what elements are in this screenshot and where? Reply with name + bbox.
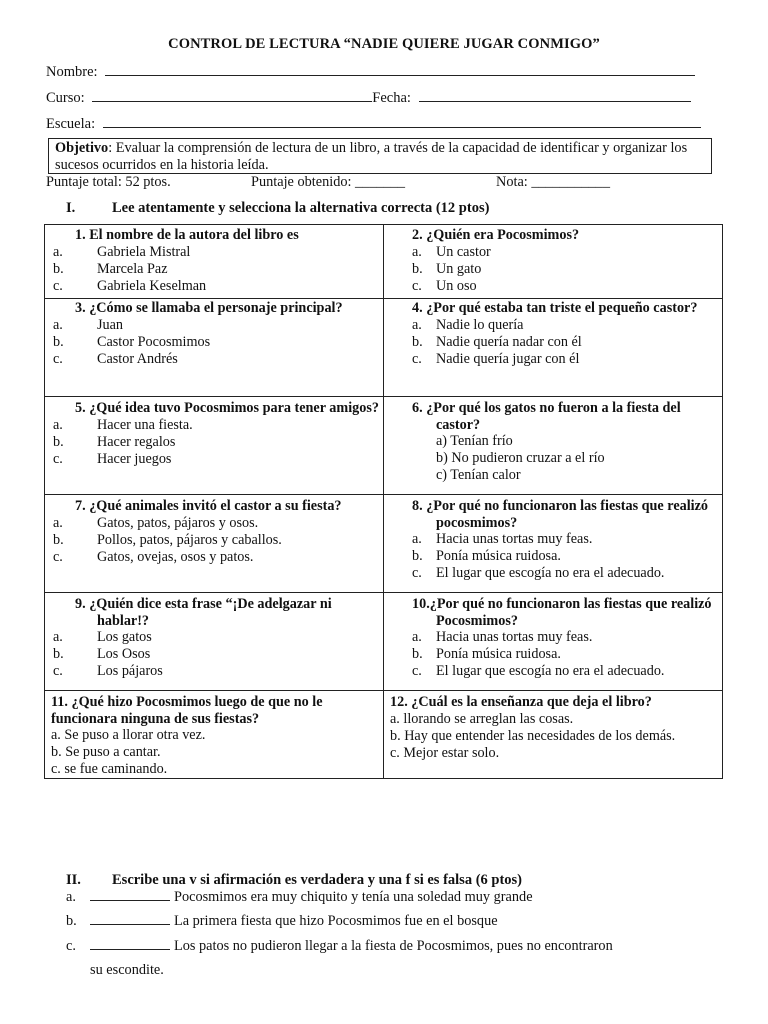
option-letter: a. (412, 531, 422, 547)
option-text: Gatos, ovejas, osos y patos. (97, 548, 254, 565)
option-text: b) No pudieron cruzar a el río (436, 450, 605, 466)
question-cell (384, 593, 723, 691)
option-text: a) Tenían frío (436, 433, 513, 449)
option-letter: c. (412, 277, 422, 294)
answer-option[interactable] (45, 629, 383, 646)
answer-option[interactable] (384, 467, 722, 484)
answer-option[interactable] (384, 244, 722, 261)
question-cell (384, 299, 723, 397)
nombre-field[interactable] (105, 63, 695, 76)
objective-text: : Evaluar la comprensión de lectura de un libro, a través de la capacidad de identificar y organizar los sucesos ocurridos en la historia leída. (55, 140, 688, 173)
grade: Nota: ___________ (496, 174, 610, 190)
item-letter: c. (66, 938, 76, 954)
answer-option[interactable] (384, 531, 722, 548)
true-false-item (66, 938, 613, 955)
answer-option[interactable] (45, 261, 383, 278)
option-text: Juan (97, 316, 124, 333)
option-text: Gabriela Keselman (97, 277, 207, 294)
option-text: a. Se puso a llorar otra vez. (51, 727, 206, 743)
item-text: Pocosmimos era muy chiquito y tenía una soledad muy grande (174, 889, 533, 905)
item-continuation: su escondite. (90, 962, 164, 978)
answer-option[interactable] (45, 317, 383, 334)
escuela-field[interactable] (103, 115, 701, 128)
answer-option[interactable] (384, 565, 722, 582)
option-text: Hacia unas tortas muy feas. (436, 531, 593, 547)
item-letter: a. (66, 889, 76, 905)
section-2-number: II. (66, 872, 81, 888)
answer-option[interactable] (384, 711, 722, 728)
option-letter: c. (412, 350, 422, 367)
option-letter: b. (53, 531, 64, 548)
option-letter: b. (412, 548, 423, 564)
question-cell (45, 495, 384, 593)
nombre-label: Nombre: (46, 64, 98, 80)
answer-option[interactable] (384, 351, 722, 368)
obtained-score: Puntaje obtenido: _______ (251, 174, 406, 190)
option-letter: a. (53, 316, 63, 333)
objective-box (48, 138, 712, 174)
option-text: Un oso (436, 277, 477, 294)
nombre-row (46, 63, 695, 81)
question-cell (45, 691, 384, 779)
question-text: 8. ¿Por qué no funcionaron las fiestas que realizó pocosmimos? (412, 498, 708, 531)
option-letter: a. (412, 243, 422, 260)
question-text: 10.¿Por qué no funcionaron las fiestas que realizó Pocosmimos? (412, 596, 712, 629)
answer-option[interactable] (45, 549, 383, 566)
question-text: 1. El nombre de la autora del libro es (75, 227, 299, 243)
true-false-item (66, 889, 533, 906)
escuela-label: Escuela: (46, 116, 96, 132)
section-1-heading (66, 200, 489, 217)
option-letter: b. (53, 260, 64, 277)
item-letter: b. (66, 913, 77, 929)
question-text: 2. ¿Quién era Pocosmimos? (412, 227, 580, 243)
answer-option[interactable] (45, 417, 383, 434)
section-1-title: Lee atentamente y selecciona la alternativa correcta (12 ptos) (112, 200, 490, 216)
option-letter: c. (53, 277, 63, 294)
question-cell (384, 225, 723, 299)
question-text: 5. ¿Qué idea tuvo Pocosmimos para tener amigos? (75, 400, 379, 416)
option-text: Ponía música ruidosa. (436, 646, 561, 662)
total-score: Puntaje total: 52 ptos. (46, 174, 171, 190)
answer-option[interactable] (384, 728, 722, 745)
option-text: Gatos, patos, pájaros y osos. (97, 514, 259, 531)
curso-label: Curso: (46, 90, 85, 106)
question-text: 6. ¿Por qué los gatos no fueron a la fiesta del castor? (412, 400, 681, 433)
question-cell (45, 397, 384, 495)
option-letter: a. (53, 416, 63, 433)
option-letter: a. (53, 629, 63, 645)
answer-option[interactable] (384, 261, 722, 278)
option-letter: a. (412, 316, 422, 333)
option-letter: c. (53, 663, 63, 679)
option-text: Nadie lo quería (436, 316, 524, 333)
answer-option[interactable] (45, 663, 383, 680)
option-text: Pollos, patos, pájaros y caballos. (97, 531, 282, 548)
answer-option[interactable] (45, 278, 383, 295)
answer-option[interactable] (384, 278, 722, 295)
answer-option[interactable] (45, 515, 383, 532)
option-text: b. Se puso a cantar. (51, 744, 161, 760)
answer-option[interactable] (384, 663, 722, 680)
option-text: Castor Pocosmimos (97, 333, 211, 350)
option-letter: a. (53, 514, 63, 531)
answer-option[interactable] (45, 434, 383, 451)
question-cell (45, 299, 384, 397)
option-text: Los Osos (97, 646, 151, 662)
answer-option[interactable] (45, 351, 383, 368)
answer-option[interactable] (45, 334, 383, 351)
answer-option[interactable] (384, 629, 722, 646)
option-letter: a. (53, 243, 63, 260)
section-1-number: I. (66, 200, 76, 216)
option-letter: b. (412, 260, 423, 277)
option-text: Los pájaros (97, 663, 163, 679)
question-cell (384, 691, 723, 779)
option-text: Nadie quería nadar con él (436, 333, 582, 350)
question-text: 3. ¿Cómo se llamaba el personaje principal? (75, 300, 343, 316)
option-text: Hacer regalos (97, 433, 176, 450)
item-text: Los patos no pudieron llegar a la fiesta de Pocosmimos, pues no encontraron (174, 938, 613, 954)
question-cell (45, 593, 384, 691)
objective-label: Objetivo (55, 140, 109, 156)
option-text: c. se fue caminando. (51, 761, 168, 777)
answer-blank[interactable] (90, 900, 170, 901)
answer-blank[interactable] (90, 949, 170, 950)
true-false-item (66, 913, 498, 930)
answer-option[interactable] (45, 451, 383, 468)
option-letter: c. (412, 663, 422, 679)
curso-field[interactable] (92, 89, 372, 102)
answer-option[interactable] (45, 646, 383, 663)
escuela-row (46, 115, 701, 133)
fecha-label: Fecha: (372, 90, 411, 106)
answer-option[interactable] (384, 433, 722, 450)
answer-option[interactable] (45, 244, 383, 261)
option-text: Hacer una fiesta. (97, 416, 193, 433)
curso-row (46, 89, 691, 107)
question-text: 11. ¿Qué hizo Pocosmimos luego de que no le funcionara ninguna de sus fiestas? (51, 694, 323, 727)
option-text: c. Mejor estar solo. (390, 744, 500, 761)
option-letter: c. (53, 350, 63, 367)
option-text: Hacer juegos (97, 450, 172, 467)
answer-option[interactable] (384, 745, 722, 762)
answer-option[interactable] (384, 646, 722, 663)
option-text: El lugar que escogía no era el adecuado. (436, 663, 665, 679)
answer-option[interactable] (45, 744, 383, 761)
answer-option[interactable] (384, 548, 722, 565)
fecha-field[interactable] (419, 89, 691, 102)
answer-option[interactable] (384, 334, 722, 351)
answer-option[interactable] (45, 727, 383, 744)
question-text: 4. ¿Por qué estaba tan triste el pequeño castor? (412, 300, 698, 316)
section-2-title: Escribe una v si afirmación es verdadera y una f si es falsa (6 ptos) (112, 872, 523, 888)
question-text: 7. ¿Qué animales invitó el castor a su fiesta? (75, 498, 342, 514)
option-text: Ponía música ruidosa. (436, 548, 561, 564)
option-text: Los gatos (97, 629, 152, 645)
option-text: a. llorando se arreglan las cosas. (390, 710, 574, 727)
item-text: La primera fiesta que hizo Pocosmimos fue en el bosque (174, 913, 498, 929)
option-text: Un gato (436, 260, 482, 277)
question-cell (384, 495, 723, 593)
option-text: b. Hay que entender las necesidades de los demás. (390, 727, 676, 744)
question-text: 12. ¿Cuál es la enseñanza que deja el libro? (390, 694, 652, 710)
answer-option[interactable] (45, 532, 383, 549)
option-letter: c. (53, 548, 63, 565)
option-text: Hacia unas tortas muy feas. (436, 629, 593, 645)
page-title: CONTROL DE LECTURA “NADIE QUIERE JUGAR CONMIGO” (168, 36, 600, 52)
answer-option[interactable] (384, 317, 722, 334)
option-text: El lugar que escogía no era el adecuado. (436, 565, 665, 581)
question-text: 9. ¿Quién dice esta frase “¡De adelgazar ni hablar!? (75, 596, 332, 629)
option-letter: c. (412, 565, 422, 581)
option-text: Castor Andrés (97, 350, 178, 367)
answer-blank[interactable] (90, 924, 170, 925)
answer-option[interactable] (384, 450, 722, 467)
question-cell (384, 397, 723, 495)
option-letter: b. (53, 646, 64, 662)
question-cell (45, 225, 384, 299)
option-text: Nadie quería jugar con él (436, 350, 580, 367)
questions-table (44, 224, 723, 779)
option-text: Marcela Paz (97, 260, 168, 277)
option-text: c) Tenían calor (436, 467, 521, 483)
option-text: Un castor (436, 243, 491, 260)
section-2-heading (66, 872, 522, 889)
option-letter: b. (412, 646, 423, 662)
answer-option[interactable] (45, 761, 383, 778)
option-letter: b. (53, 433, 64, 450)
option-letter: b. (53, 333, 64, 350)
option-letter: c. (53, 450, 63, 467)
option-letter: b. (412, 333, 423, 350)
option-letter: a. (412, 629, 422, 645)
option-text: Gabriela Mistral (97, 243, 191, 260)
